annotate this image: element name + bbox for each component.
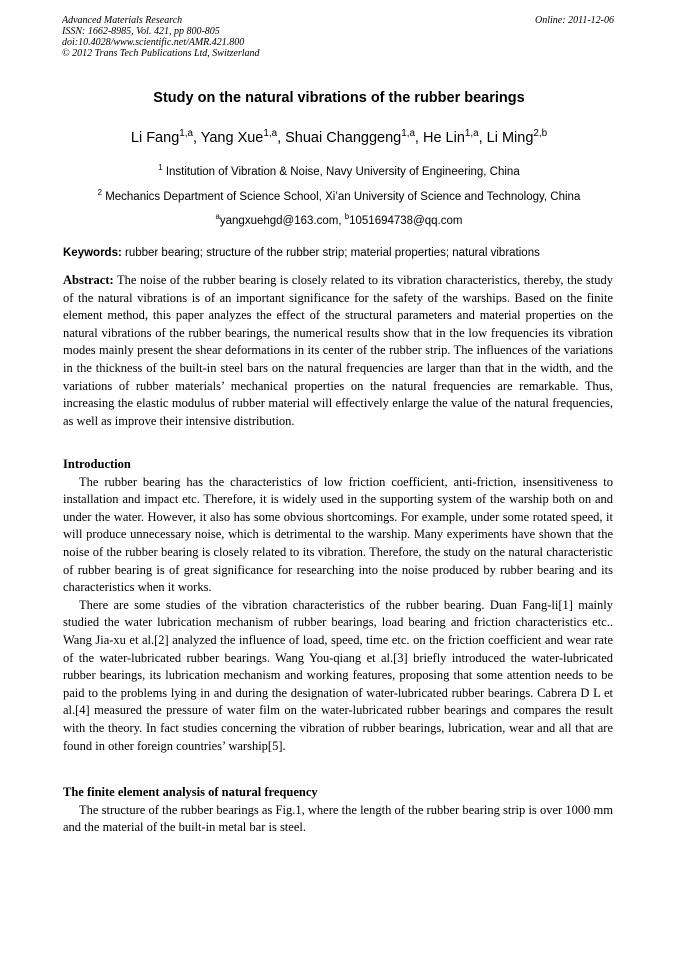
- paragraph: The rubber bearing has the characteristics of low friction coefficient, anti-friction, insensitiveness to installation and impact etc. Therefore, it is widely used in the supporting system of the warship both on and under the water. However, it also has some obvious shortcomings. For example, under some rotated speed, it will produce unnecessary noise, which is detrimental to the warship. Many experiments have shown that the noise of the rubber bearing is closely related to its vibration. Therefore, the study on the natural characteristic of rubber bearing is of great significance for researching into the noise produced by rubber bearing and its characteristics when it works.: [63, 474, 613, 595]
- journal-doi: doi:10.4028/www.scientific.net/AMR.421.800: [62, 37, 245, 48]
- author-list: Li Fang$^{1,a}$, Yang Xue$^{1,a}$, Shuai Changgeng$^{1,a}$, He Lin$^{1,a}$, Li Ming$^{2,b}$: [130, 128, 548, 146]
- email-sup: a: [215, 212, 220, 222]
- author-sup: 1,a: [464, 128, 479, 140]
- journal-name: Advanced Materials Research: [62, 15, 183, 26]
- section-introduction: [63, 456, 613, 755]
- author-sup: 2,b: [533, 128, 548, 140]
- email-a[interactable]: yangxuehgd@163.com,: [219, 215, 342, 227]
- affiliation-2: [0, 188, 678, 203]
- author-sup: 1,a: [401, 128, 415, 140]
- affiliation-text: Institution of Vibration & Noise, Navy University of Engineering, China: [165, 166, 520, 178]
- journal-issn: ISSN: 1662-8985, Vol. 421, pp 800-805: [62, 26, 220, 37]
- section-fea: [63, 784, 613, 837]
- keywords-line: [63, 247, 540, 259]
- author: Li Fang: [130, 130, 180, 146]
- section-heading: The finite element analysis of natural frequency: [63, 785, 318, 799]
- author: Shuai Changgeng: [285, 130, 402, 146]
- paper-title: Study on the natural vibrations of the rubber bearings: [153, 90, 525, 106]
- online-date: Online: 2011-12-06: [535, 15, 614, 26]
- author-sup: 1,a: [263, 128, 278, 140]
- email-sup: b: [344, 212, 350, 222]
- author: He Lin: [422, 130, 465, 146]
- abstract-label: Abstract:: [63, 273, 114, 287]
- journal-copyright: © 2012 Trans Tech Publications Ltd, Switzerland: [62, 48, 260, 59]
- affiliation-text: Mechanics Department of Science School, Xi’an University of Science and Technology, China: [105, 191, 581, 203]
- email-line: [0, 212, 678, 227]
- paragraph: The structure of the rubber bearings as Fig.1, where the length of the rubber bearing strip is over 1000 mm and the material of the built-in metal bar is steel.: [63, 802, 613, 835]
- abstract-text: The noise of the rubber bearing is closely related to its vibration characteristics, thereby, the study of the natural vibrations is of an important significance for the safety of the warships. Based on the finite element method, this paper analyzes the effect of the structural parameters and material properties on the natural vibrations of the rubber bearings, the numerical results show that in the low frequencies its vibration modes mainly present the shear deformations in its center of the rubber strip. The influences of the variations in the thickness of the built-in steel bars on the natural frequencies are larger than that in the width, and the variations of rubber materials’ mechanical properties on the natural frequencies are remarkable. Thus, increasing the elastic modulus of rubber material will effectively enlarge the value of the natural frequencies, as well as improve their intensive distribution.: [63, 273, 613, 428]
- affiliation-sup: 2: [97, 188, 102, 198]
- affiliation-sup: 1: [158, 163, 163, 173]
- keywords-label: Keywords:: [63, 247, 122, 259]
- section-heading: Introduction: [63, 457, 131, 471]
- journal-header: [62, 15, 260, 59]
- keywords-text: rubber bearing; structure of the rubber strip; material properties; natural vibrations: [125, 247, 540, 259]
- paragraph: There are some studies of the vibration characteristics of the rubber bearing. Duan Fang-li[1] mainly studied the water lubrication mechanism of rubber bearings, load bearing and friction characteristics etc.. Wang Jia-xu et al.[2] analyzed the influence of load, speed, time etc. on the friction coefficient and wear rate of the water-lubricated rubber bearings. Wang You-qiang et al.[3] briefly introduced the water-lubricated rubber bearings, its lubrication mechanism and working features, proposing that some attention needs to be paid to the problems lying in and during the designation of water-lubricated rubber bearings. Cabrera D L et al.[4] measured the pressure of water film on the water-lubricated rubber bearings and compares the result with the theory. In fact studies concerning the vibration of rubber bearings, lubrication, wear and all that are found in other foreign countries’ warship[5].: [63, 597, 613, 753]
- author-sup: 1,a: [179, 128, 193, 140]
- abstract: [63, 272, 613, 430]
- email-b[interactable]: 1051694738@qq.com: [349, 215, 463, 227]
- affiliation-1: [0, 163, 678, 178]
- author: Li Ming: [486, 130, 534, 146]
- author: Yang Xue: [200, 130, 264, 146]
